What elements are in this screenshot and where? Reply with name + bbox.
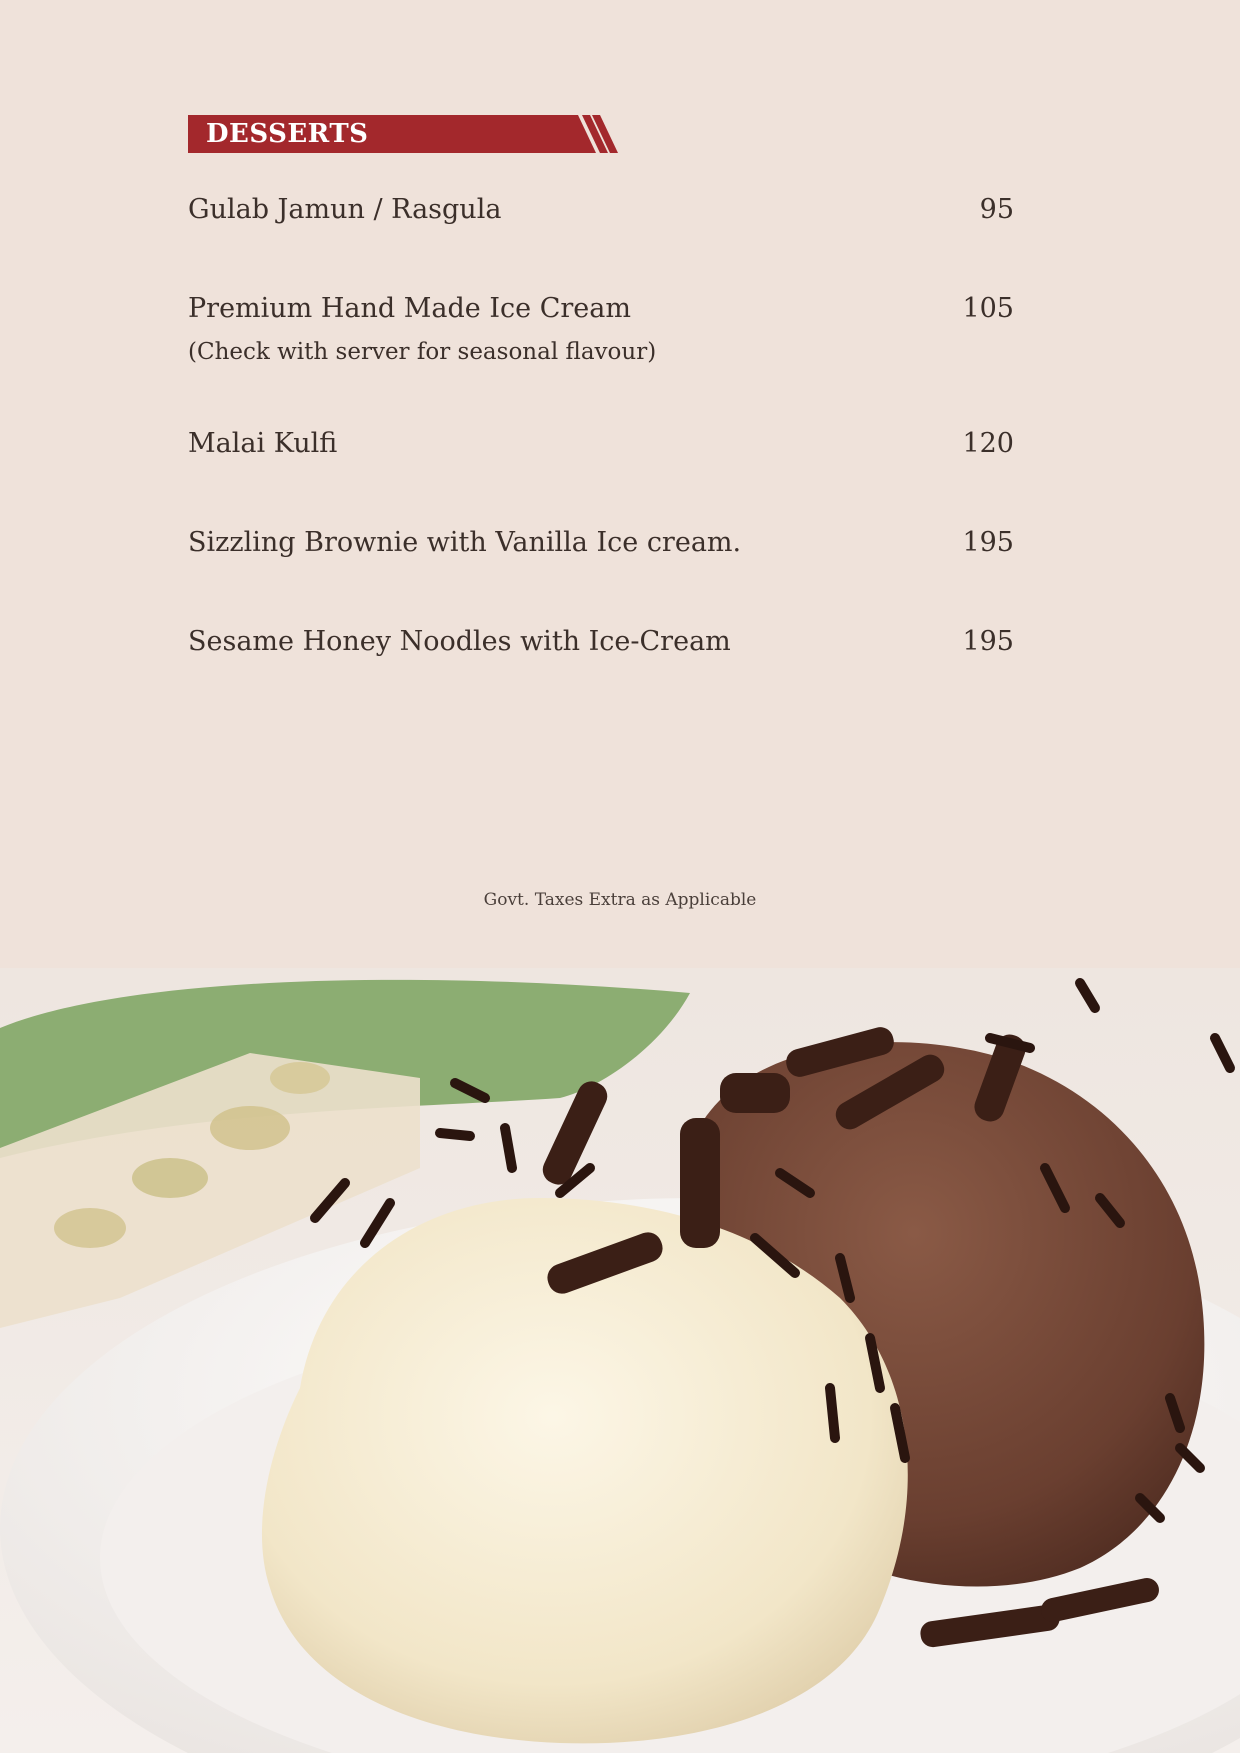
menu-item — [188, 622, 1014, 662]
item-price: 95 — [979, 194, 1014, 225]
menu-item — [188, 190, 1014, 230]
item-name: Gulab Jamun / Rasgula — [188, 194, 502, 225]
section-title: DESSERTS — [206, 119, 369, 149]
item-name: Sizzling Brownie with Vanilla Ice cream. — [188, 527, 742, 558]
ice-cream-illustration — [0, 968, 1240, 1753]
item-price: 195 — [962, 527, 1014, 558]
item-note: (Check with server for seasonal flavour) — [188, 339, 657, 365]
tax-note: Govt. Taxes Extra as Applicable — [483, 890, 757, 910]
dessert-photo — [0, 968, 1240, 1753]
section-header — [188, 115, 618, 153]
item-price: 195 — [962, 626, 1014, 657]
item-name: Sesame Honey Noodles with Ice-Cream — [188, 626, 731, 657]
menu-item — [188, 523, 1014, 563]
item-name: Premium Hand Made Ice Cream — [188, 293, 631, 324]
item-price: 105 — [962, 293, 1014, 324]
item-name: Malai Kulfi — [188, 428, 338, 459]
item-price: 120 — [962, 428, 1014, 459]
menu-item — [188, 424, 1014, 464]
menu-item — [188, 289, 1014, 369]
